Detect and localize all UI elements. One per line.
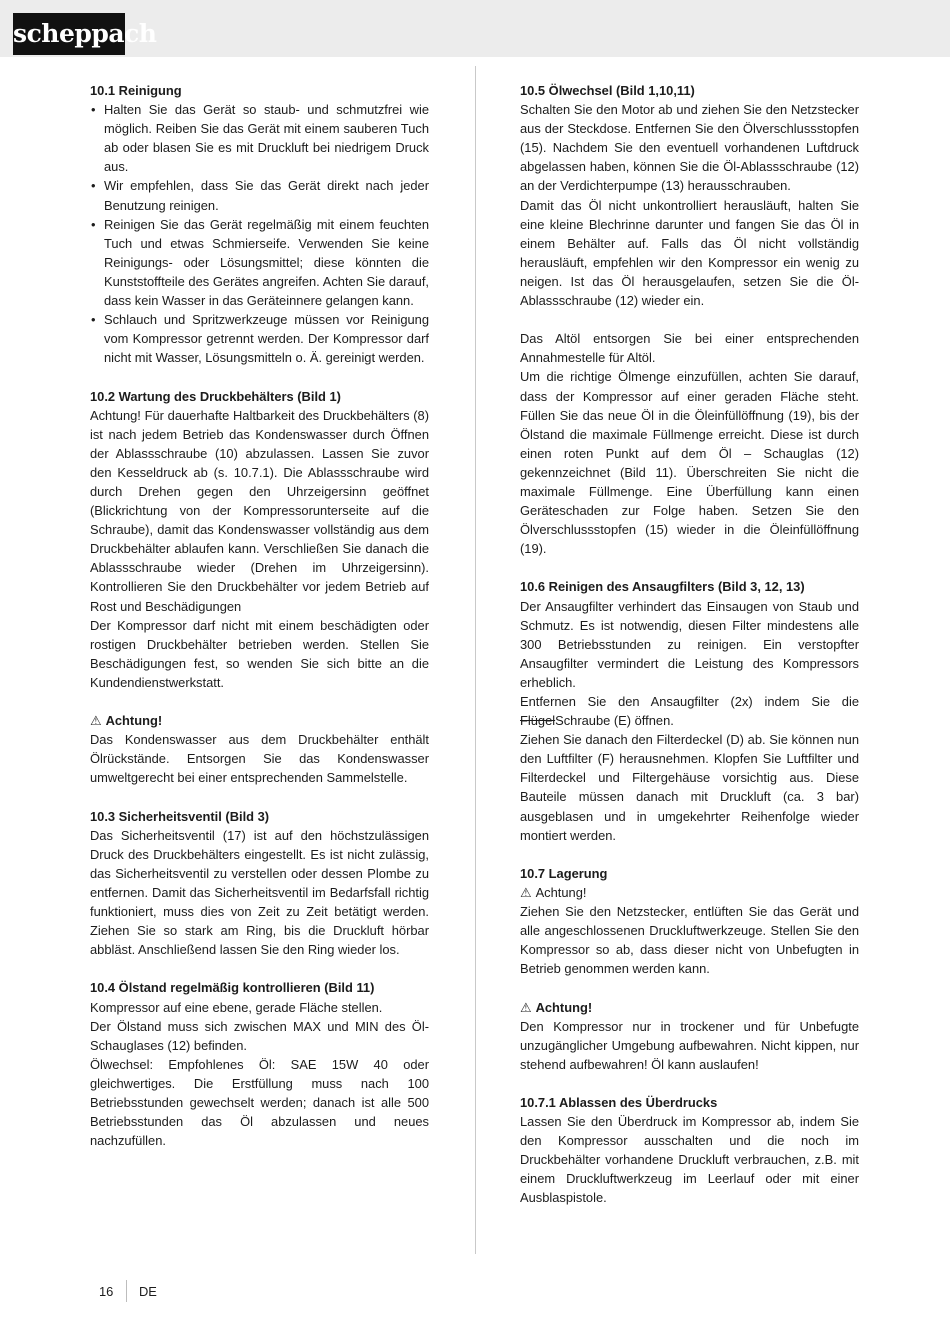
- paragraph: Um die richtige Ölmenge einzufüllen, achten Sie darauf, dass der Kompressor auf einer geraden Fläche steht. Füllen Sie das neue Öl in die Öleinfüllöffnung (19), bis der Ölstand die maximale Füllmenge erreicht. Diese ist durch einen roten Punkt auf dem Öl – Schauglas (12) gekennzeichnet (Bild 11). Überschreiten Sie nicht die maximale Füllmenge. Eine Überfüllung kann einen Geräteschaden zur Folge haben. Setzen Sie den Ölverschlussstopfen (15) wieder in die Öleinfüllöffnung (19).: [520, 369, 859, 557]
- section-heading: 10.2 Wartung des Druckbehälters (Bild 1): [90, 388, 341, 404]
- column-divider: [475, 66, 476, 1254]
- section-10-5: [520, 81, 859, 310]
- left-column: [90, 81, 429, 1150]
- section-10-5-cont: [520, 329, 859, 558]
- brand-logo: scheppach: [13, 13, 125, 55]
- text-run: Schraube (E) öffnen.: [555, 713, 674, 729]
- struck-text: Flügel: [520, 713, 556, 729]
- bullet-list: [90, 100, 429, 367]
- right-column: [520, 81, 859, 1208]
- section-heading: 10.1 Reinigung: [90, 83, 182, 98]
- warning-heading: [520, 998, 859, 1017]
- paragraph: Ziehen Sie den Netzstecker, entlüften Sie das Gerät und alle angeschlossenen Druckluftwerkzeuge. Stellen Sie den Kompressor so ab, dass dieser nicht von Unbefugten in Betrieb genommen werden kann.: [520, 904, 859, 977]
- warning-block: [90, 711, 429, 787]
- section-10-4: [90, 978, 429, 1150]
- footer-separator: [126, 1280, 127, 1302]
- section-10-7-1: [520, 1093, 859, 1208]
- paragraph: [520, 692, 859, 730]
- warning-heading: [90, 711, 429, 730]
- paragraph: Damit das Öl nicht unkontrolliert herausläuft, halten Sie eine kleine Blechrinne darunter und fangen Sie das Öl in einem Behälter auf. Falls das Öl nicht vollständig herausläuft, empfehlen wir den Kompressor ein wenig zu neigen. Ist das Öl herausgelaufen, setzen Sie die Öl-Ablassschraube (12) wieder ein.: [520, 197, 859, 309]
- paragraph: Ziehen Sie danach den Filterdeckel (D) ab. Sie können nun den Luftfilter (F) herausnehmen. Klopfen Sie Luftfilter und Filterdeckel und Filtergehäuse vorsichtig aus. Diese Bauteile müssen danach mit Druckluft (ca. 3 bar) ausgeblasen und in umgekehrter Reihenfolge wieder montiert werden.: [520, 732, 859, 843]
- list-item: • Reinigen Sie das Gerät regelmäßig mit einem feuchten Tuch und etwas Schmierseife. Verwenden Sie keine Reinigungs- oder Lösungsmittel; diese könnten die Kunststoffteile des Gerätes angreifen. Achten Sie darauf, dass kein Wasser in das Geräteinnere gelangen kann.: [90, 215, 429, 310]
- paragraph: Ölwechsel: Empfohlenes Öl: SAE 15W 40 oder gleichwertiges. Die Erstfüllung muss nach 100 Betriebsstunden gewechselt werden; danach ist alle 500 Betriebsstunden das Öl abzulassen und neues nachzufüllen.: [90, 1056, 429, 1149]
- paragraph: Schalten Sie den Motor ab und ziehen Sie den Netzstecker aus der Steckdose. Entfernen Sie den Ölverschlussstopfen (15). Nachdem Sie den eventuell vorhandenen Luftdruck abgelassen haben, können Sie die Öl-Ablassschraube (12) an der Verdichterpumpe (13) herausschrauben.: [520, 102, 859, 194]
- paragraph: Achtung! Für dauerhafte Haltbarkeit des Druckbehälters (8) ist nach jedem Betrieb das Kondenswasser durch Öffnen der Ablassschraube (10) abzulassen. Lassen Sie zuvor den Kesseldruck ab (s. 10.7.1). Die Ablassschraube wird durch Drehen gegen den Uhrzeigersinn geöffnet (Blickrichtung von der Kompressorunterseite auf die Schraube), damit das Kondenswasser vollständig aus dem Druckbehälter ablaufen kann. Verschließen Sie danach die Ablassschraube wieder (Drehen im Uhrzeigersinn). Kontrollieren Sie den Druckbehälter vor jedem Betrieb auf Rost und Beschädigungen: [90, 407, 429, 614]
- section-10-2: [90, 387, 429, 693]
- list-item: • Schlauch und Spritzwerkzeuge müssen vor Reinigung vom Kompressor getrennt werden. Der Kompressor darf nicht mit Wasser, Lösungsmitteln o. Ä. gereinigt werden.: [90, 310, 429, 367]
- list-item: • Wir empfehlen, dass Sie das Gerät direkt nach jeder Benutzung reinigen.: [90, 176, 429, 214]
- warning-icon: ⚠: [520, 884, 532, 900]
- page-number: 16: [99, 1284, 114, 1299]
- section-heading: 10.3 Sicherheitsventil (Bild 3): [90, 808, 270, 824]
- paragraph: Lassen Sie den Überdruck im Kompressor ab, indem Sie den Kompressor ausschalten und die noch im Druckbehälter vorhandene Druckluft verbrauchen, z.B. mit einem Druckluftwerkzeug im Leerlauf oder mit einer Ausblaspistole.: [520, 1114, 859, 1206]
- section-heading: 10.7.1 Ablassen des Überdrucks: [520, 1094, 718, 1110]
- warning-title: Achtung!: [535, 999, 593, 1015]
- section-10-6: [520, 577, 859, 844]
- paragraph: Das Sicherheitsventil (17) ist auf den höchstzulässigen Druck des Druckbehälters eingestellt. Es ist nicht zulässig, das Sicherheitsventil zu verstellen oder dessen Plombe zu entfernen. Damit das Sicherheitsventil im Bedarfsfall richtig funktioniert, muss dies von Zeit zu Zeit betätigt werden. Ziehen Sie so stark am Ring, bis die Druckluft hörbar abbläst. Anschließend lassen Sie den Ring wieder los.: [90, 827, 429, 958]
- text-run: Entfernen Sie den Ansaugfilter (2x) indem Sie die: [520, 694, 859, 709]
- section-10-3: [90, 807, 429, 960]
- paragraph: Der Ölstand muss sich zwischen MAX und MIN des Öl-Schauglases (12) befinden.: [90, 1018, 429, 1053]
- warning-block: [520, 998, 859, 1074]
- paragraph: Kompressor auf eine ebene, gerade Fläche stellen.: [90, 999, 383, 1015]
- warning-title: Achtung!: [105, 713, 163, 729]
- section-heading: 10.7 Lagerung: [520, 865, 608, 881]
- warning-icon: ⚠: [90, 713, 102, 729]
- section-heading: 10.4 Ölstand regelmäßig kontrollieren (Bild 11): [90, 980, 375, 996]
- paragraph: Das Kondenswasser aus dem Druckbehälter enthält Ölrückstände. Entsorgen Sie das Kondenswasser umweltgerecht bei einer entsprechenden Sammelstelle.: [90, 732, 429, 786]
- paragraph: Das Altöl entsorgen Sie bei einer entsprechenden Annahmestelle für Altöl.: [520, 331, 859, 366]
- list-item: • Halten Sie das Gerät so staub- und schmutzfrei wie möglich. Reiben Sie das Gerät mit einem sauberen Tuch ab oder blasen Sie es mit Druckluft bei niedrigem Druck aus.: [90, 100, 429, 176]
- warning-icon: ⚠: [520, 999, 532, 1015]
- section-heading: 10.6 Reinigen des Ansaugfilters (Bild 3, 12, 13): [520, 579, 805, 595]
- warning-title: Achtung!: [535, 884, 587, 900]
- language-code: DE: [139, 1284, 157, 1299]
- paragraph: Der Kompressor darf nicht mit einem beschädigten oder rostigen Druckbehälter betrieben werden. Stellen Sie Beschädigungen fest, so wenden Sie sich bitte an die Kundendienstwerkstatt.: [90, 617, 429, 690]
- warning-line: [520, 883, 859, 902]
- section-heading: 10.5 Ölwechsel (Bild 1,10,11): [520, 83, 695, 98]
- paragraph: Den Kompressor nur in trockener und für Unbefugte unzugänglicher Umgebung aufbewahren. Nicht kippen, nur stehend aufbewahren! Öl kann auslaufen!: [520, 1018, 859, 1072]
- paragraph: Der Ansaugfilter verhindert das Einsaugen von Staub und Schmutz. Es ist notwendig, diesen Filter mindestens alle 300 Betriebsstunden zu reinigen. Ein verstopfter Ansaugfilter vermindert die Leistung des Kompressors erheblich.: [520, 598, 859, 690]
- section-10-1: [90, 81, 429, 367]
- section-10-7: [520, 864, 859, 979]
